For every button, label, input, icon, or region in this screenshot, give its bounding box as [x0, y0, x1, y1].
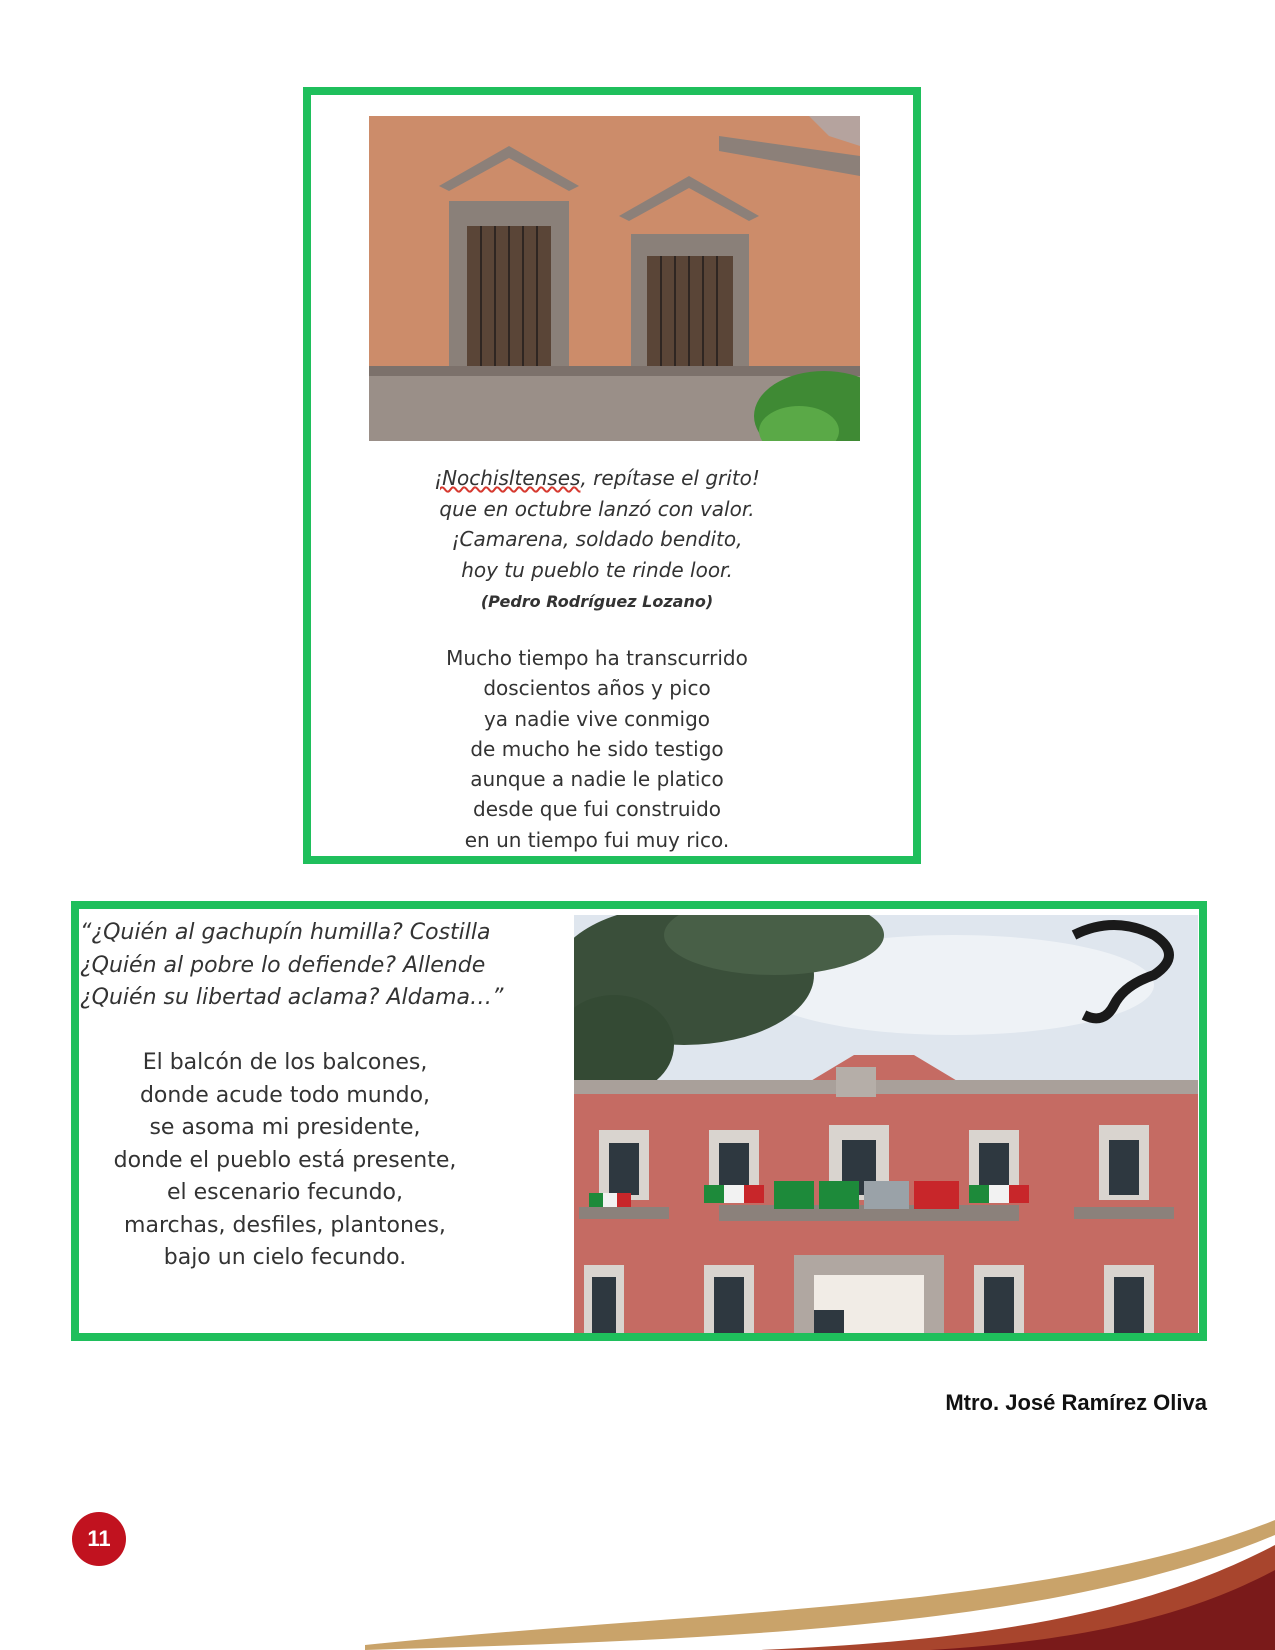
verse-c-line: marchas, desfiles, plantones,: [124, 1212, 446, 1238]
verse-c-line: se asoma mi presidente,: [149, 1115, 421, 1140]
quote-line: ¿Quién al pobre lo defiende? Allende: [80, 952, 486, 978]
verse-balcony: [95, 1047, 475, 1275]
decorative-swoosh: [0, 1500, 1275, 1650]
verse-c-line: donde el pueblo está presente,: [113, 1147, 457, 1173]
verse-camarena: [372, 463, 822, 618]
verse-house: [372, 643, 822, 855]
verse-credit: (Pedro Rodríguez Lozano): [480, 592, 714, 611]
verse-a-line-1-rest: , repítase el grito!: [580, 466, 760, 490]
independence-quote: [80, 917, 560, 1015]
misspelled-word: ¡Nochisltenses: [434, 466, 581, 490]
balcony-palace-photo: [574, 915, 1198, 1333]
verse-a-line-3: ¡Camarena, soldado bendito,: [451, 527, 743, 551]
quote-line: ¿Quién su libertad aclama? Aldama…”: [80, 985, 504, 1010]
verse-b-line: aunque a nadie le platico: [470, 767, 724, 792]
verse-b-line: en un tiempo fui muy rico.: [464, 827, 730, 852]
verse-a-line-4: hoy tu pueblo te rinde loor.: [461, 557, 733, 582]
verse-b-line: de mucho he sido testigo: [470, 736, 724, 761]
verse-b-line: ya nadie vive conmigo: [483, 706, 711, 731]
verse-b-line: doscientos años y pico: [483, 676, 711, 701]
facade-photo-illustration: [369, 116, 860, 441]
verse-a-line-1: [372, 463, 822, 494]
verse-c-line: El balcón de los balcones,: [142, 1050, 428, 1075]
palace-photo-illustration: [574, 915, 1198, 1333]
quote-line: “¿Quién al gachupín humilla? Costilla: [80, 920, 491, 945]
verse-b-line: desde que fui construido: [473, 797, 721, 822]
verse-c-line: el escenario fecundo,: [167, 1180, 403, 1205]
verse-c-line: bajo un cielo fecundo.: [163, 1245, 407, 1270]
author-signature: Mtro. José Ramírez Oliva: [945, 1390, 1207, 1415]
verse-a-line-2: que en octubre lanzó con valor.: [439, 496, 755, 521]
colonial-facade-photo: [369, 116, 860, 441]
verse-b-line: Mucho tiempo ha transcurrido: [446, 646, 748, 670]
page-number-badge: 11: [72, 1512, 126, 1566]
verse-c-line: donde acude todo mundo,: [139, 1082, 431, 1108]
